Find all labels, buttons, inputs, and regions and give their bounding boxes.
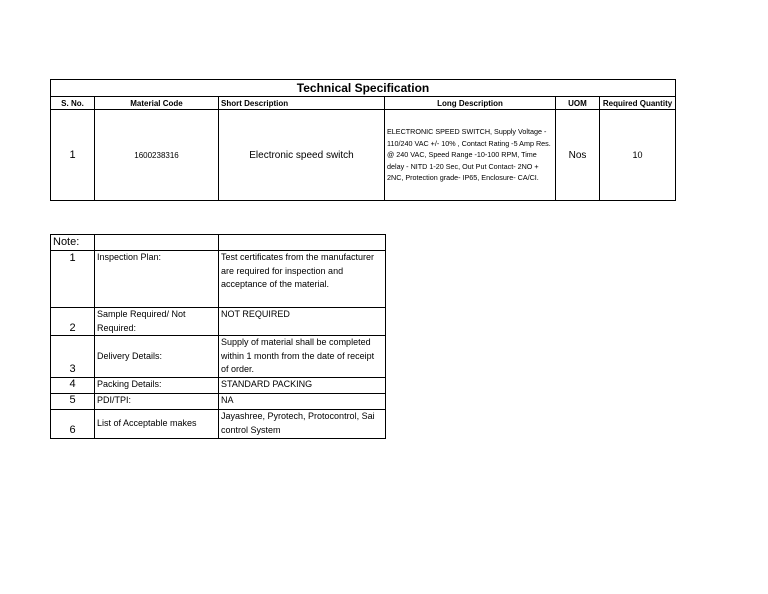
cell-required-quantity: 10 xyxy=(600,110,676,201)
header-long-description: Long Description xyxy=(385,97,556,110)
note-label: PDI/TPI: xyxy=(95,393,219,409)
note-value: NA xyxy=(219,393,386,409)
note-number: 1 xyxy=(51,251,95,308)
note-row xyxy=(51,251,386,308)
note-value: NOT REQUIRED xyxy=(219,308,386,336)
note-row xyxy=(51,393,386,409)
note-value: Jayashree, Pyrotech, Protocontrol, Sai control System xyxy=(219,409,386,438)
note-label: Packing Details: xyxy=(95,377,219,393)
technical-specification-table xyxy=(50,79,676,201)
note-row xyxy=(51,409,386,438)
note-number: 2 xyxy=(51,308,95,336)
note-label: Inspection Plan: xyxy=(95,251,219,308)
header-material-code: Material Code xyxy=(95,97,219,110)
note-number: 4 xyxy=(51,377,95,393)
note-value: Supply of material shall be completed within 1 month from the date of receipt of order. xyxy=(219,336,386,378)
empty-cell xyxy=(219,235,386,251)
header-sno: S. No. xyxy=(51,97,95,110)
header-uom: UOM xyxy=(556,97,600,110)
header-required-quantity: Required Quantity xyxy=(600,97,676,110)
note-row xyxy=(51,377,386,393)
note-label: List of Acceptable makes xyxy=(95,409,219,438)
table-row xyxy=(51,110,676,201)
cell-sno: 1 xyxy=(51,110,95,201)
table-title: Technical Specification xyxy=(51,80,676,97)
note-label: Delivery Details: xyxy=(95,336,219,378)
note-number: 6 xyxy=(51,409,95,438)
header-short-description: Short Description xyxy=(219,97,385,110)
note-row xyxy=(51,308,386,336)
empty-cell xyxy=(95,235,219,251)
note-row xyxy=(51,336,386,378)
cell-long-description: ELECTRONIC SPEED SWITCH, Supply Voltage - 110/240 VAC +/- 10% , Contact Rating -5 Amp Res. @ 240 VAC, Speed Range -10-100 RPM, Time delay - NITD 1-20 Sec, Out Put Contact- 2NO + 2NC, Protection grade- IP65, Enclosure- CA/CI. xyxy=(385,110,556,201)
note-number: 5 xyxy=(51,393,95,409)
note-value: Test certificates from the manufacturer are required for inspection and acceptance of the material. xyxy=(219,251,386,308)
cell-material-code: 1600238316 xyxy=(95,110,219,201)
notes-table xyxy=(50,234,386,439)
cell-short-description: Electronic speed switch xyxy=(219,110,385,201)
note-label: Sample Required/ Not Required: xyxy=(95,308,219,336)
note-number: 3 xyxy=(51,336,95,378)
cell-uom: Nos xyxy=(556,110,600,201)
notes-label: Note: xyxy=(51,235,95,251)
note-value: STANDARD PACKING xyxy=(219,377,386,393)
